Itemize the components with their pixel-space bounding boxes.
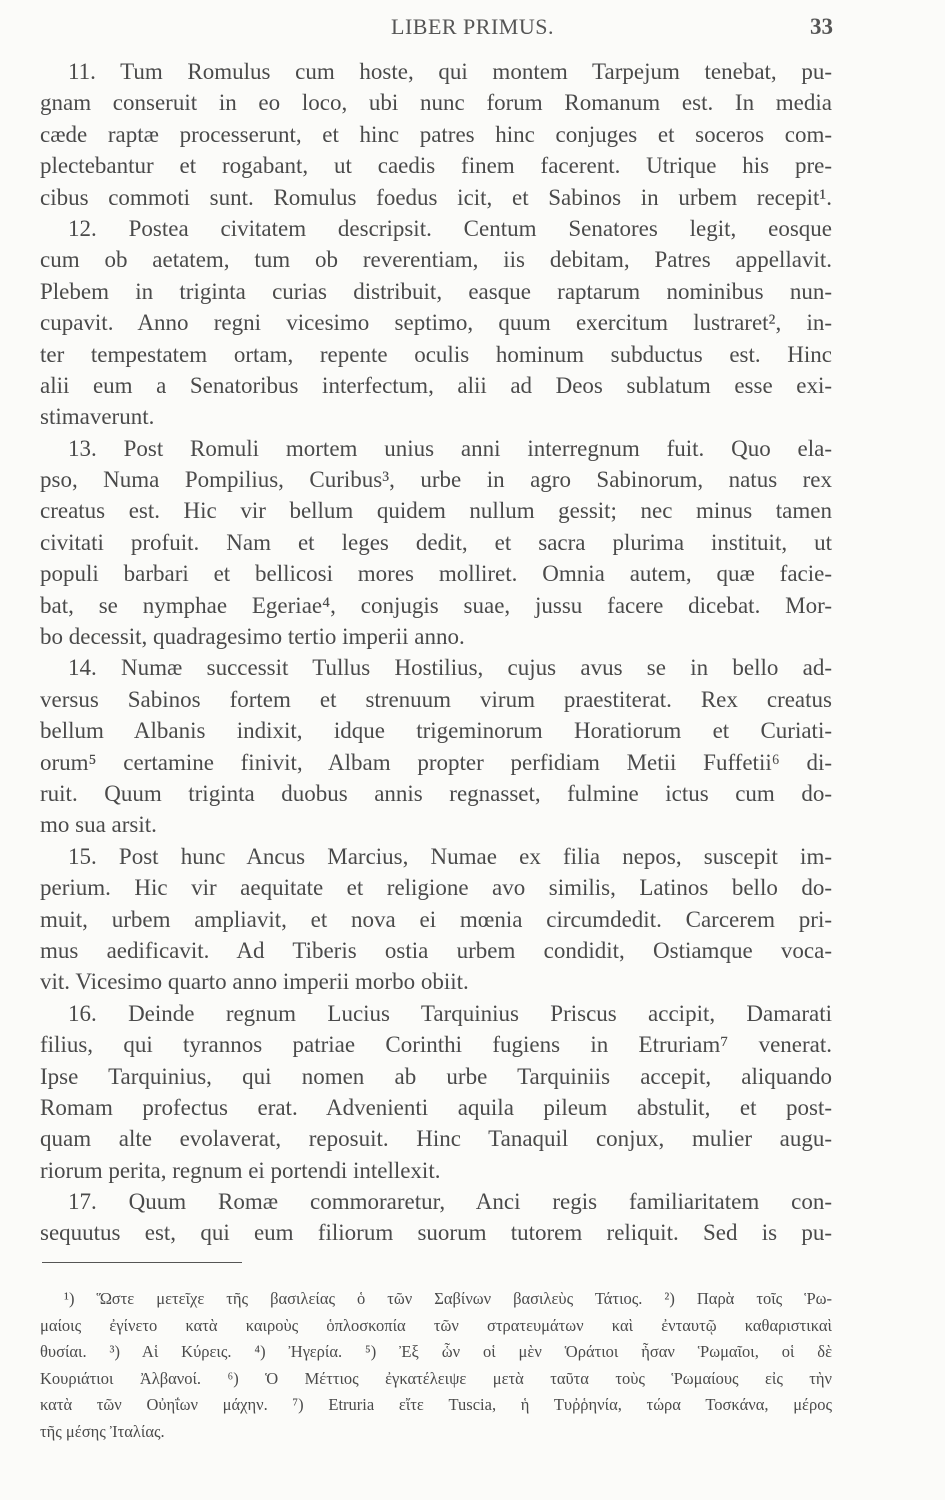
footnote-line: ¹) Ὥστε μετεῖχε τῆς βασιλείας ὁ τῶν Σαβίνων βασιλεὺς Τάτιος. ²) Παρὰ τοῖς Ῥω-: [64, 1289, 832, 1308]
text-line: orum⁵ certamine finivit, Albam propter perfidiam Metii Fuffetii⁶ di-: [40, 749, 832, 775]
page-header: [0, 14, 945, 50]
text-line: Ipse Tarquinius, qui nomen ab urbe Tarquiniis accepit, aliquando: [40, 1063, 832, 1089]
running-title: LIBER PRIMUS.: [391, 14, 554, 39]
text-line: cupavit. Anno regni vicesimo septimo, quum exercitum lustraret², in-: [40, 310, 832, 336]
text-line: civitati profuit. Nam et leges dedit, et sacra plurima instituit, ut: [40, 529, 832, 555]
text-line: versus Sabinos fortem et strenuum virum praestiterat. Rex creatus: [40, 686, 832, 712]
text-line: 13. Post Romuli mortem unius anni interregnum fuit. Quo ela-: [68, 435, 832, 461]
text-line: quam alte evolaverat, reposuit. Hinc Tanaquil conjux, mulier augu-: [40, 1126, 832, 1152]
text-line: cæde raptæ processerunt, et hinc patres hinc conjuges et soceros com-: [40, 121, 832, 147]
text-line: bo decessit, quadragesimo tertio imperii anno.: [40, 624, 465, 650]
main-text: [40, 56, 832, 1249]
text-line: creatus est. Hic vir bellum quidem nullum gessit; nec minus tamen: [40, 498, 832, 524]
footnotes: [40, 1286, 832, 1445]
text-line: pso, Numa Pompilius, Curibus³, urbe in agro Sabinorum, natus rex: [40, 467, 832, 493]
text-line: plectebantur et rogabant, ut caedis finem facerent. Utrique his pre-: [40, 153, 832, 179]
text-line: riorum perita, regnum ei portendi intellexit.: [40, 1157, 441, 1183]
text-line: perium. Hic vir aequitate et religione avo similis, Latinos bello do-: [40, 875, 832, 901]
text-line: 11. Tum Romulus cum hoste, qui montem Tarpejum tenebat, pu-: [68, 59, 832, 84]
text-line: gnam conseruit in eo loco, ubi nunc forum Romanum est. In media: [40, 90, 832, 116]
footnote-line: μαίοις ἐγίνετο κατὰ καιροὺς ὁπλοσκοπία τῶν στρατευμάτων καὶ ἐνταυτῷ καθαριστικαὶ: [40, 1315, 832, 1335]
text-line: ter tempestatem ortam, repente oculis hominum subductus est. Hinc: [40, 341, 832, 367]
text-line: sequutus est, qui eum filiorum suorum tutorem reliquit. Sed is pu-: [40, 1220, 832, 1246]
text-line: stimaverunt.: [40, 404, 155, 430]
text-line: populi barbari et bellicosi mores molliret. Omnia autem, quæ facie-: [40, 561, 832, 587]
text-line: Romam profectus erat. Advenienti aquila pileum abstulit, et post-: [40, 1094, 832, 1120]
text-line: 15. Post hunc Ancus Marcius, Numae ex filia nepos, suscepit im-: [68, 843, 832, 869]
text-line: 12. Postea civitatem descripsit. Centum Senatores legit, eosque: [68, 215, 832, 241]
text-line: mo sua arsit.: [40, 812, 157, 838]
text-line: alii eum a Senatoribus interfectum, alii ad Deos sublatum esse exi-: [40, 372, 832, 398]
text-line: mus aedificavit. Ad Tiberis ostia urbem condidit, Ostiamque voca-: [40, 937, 832, 963]
text-line: Plebem in triginta curias distribuit, easque raptarum nominibus nun-: [40, 278, 832, 304]
text-line: bellum Albanis indixit, idque trigeminorum Horatiorum et Curiati-: [40, 718, 832, 744]
text-line: vit. Vicesimo quarto anno imperii morbo obiit.: [40, 969, 469, 995]
footnote-line: τῆς μέσης Ἰταλίας.: [40, 1421, 165, 1441]
text-line: bat, se nymphae Egeriae⁴, conjugis suae, jussu facere dicebat. Mor-: [40, 592, 832, 618]
footnote-rule: [42, 1262, 242, 1263]
text-line: filius, qui tyrannos patriae Corinthi fugiens in Etruriam⁷ venerat.: [40, 1032, 832, 1058]
text-line: cibus commoti sunt. Romulus foedus icit, et Sabinos in urbem recepit¹.: [40, 184, 832, 210]
text-line: 14. Numæ successit Tullus Hostilius, cujus avus se in bello ad-: [68, 655, 832, 681]
footnote-line: Κουριάτιοι Ἀλβανοί. ⁶) Ὁ Μέττιος ἐγκατέλειψε μετὰ ταῦτα τοὺς Ῥωμαίους εἰς τὴν: [40, 1368, 832, 1388]
text-line: muit, urbem ampliavit, et nova ei mœnia circumdedit. Carcerem pri-: [40, 906, 832, 932]
text-line: ruit. Quum triginta duobus annis regnasset, fulmine ictus cum do-: [40, 780, 832, 806]
text-line: 16. Deinde regnum Lucius Tarquinius Priscus accipit, Damarati: [68, 1000, 832, 1026]
footnote-line: κατὰ τῶν Οὐηΐων μάχην. ⁷) Etruria εἴτε Tuscia, ἡ Τυῤῥηνία, τώρα Τοσκάνα, μέρος: [40, 1395, 832, 1414]
page-number: 33: [810, 14, 833, 39]
text-line: 17. Quum Romæ commoraretur, Anci regis familiaritatem con-: [68, 1189, 832, 1215]
text-line: cum ob aetatem, tum ob reverentiam, iis debitam, Patres appellavit.: [40, 247, 832, 273]
footnote-line: θυσίαι. ³) Αἱ Κύρεις. ⁴) Ἠγερία. ⁵) Ἐξ ὧν οἱ μὲν Ὁράτιοι ἦσαν Ῥωμαῖοι, οἱ δὲ: [40, 1342, 832, 1361]
